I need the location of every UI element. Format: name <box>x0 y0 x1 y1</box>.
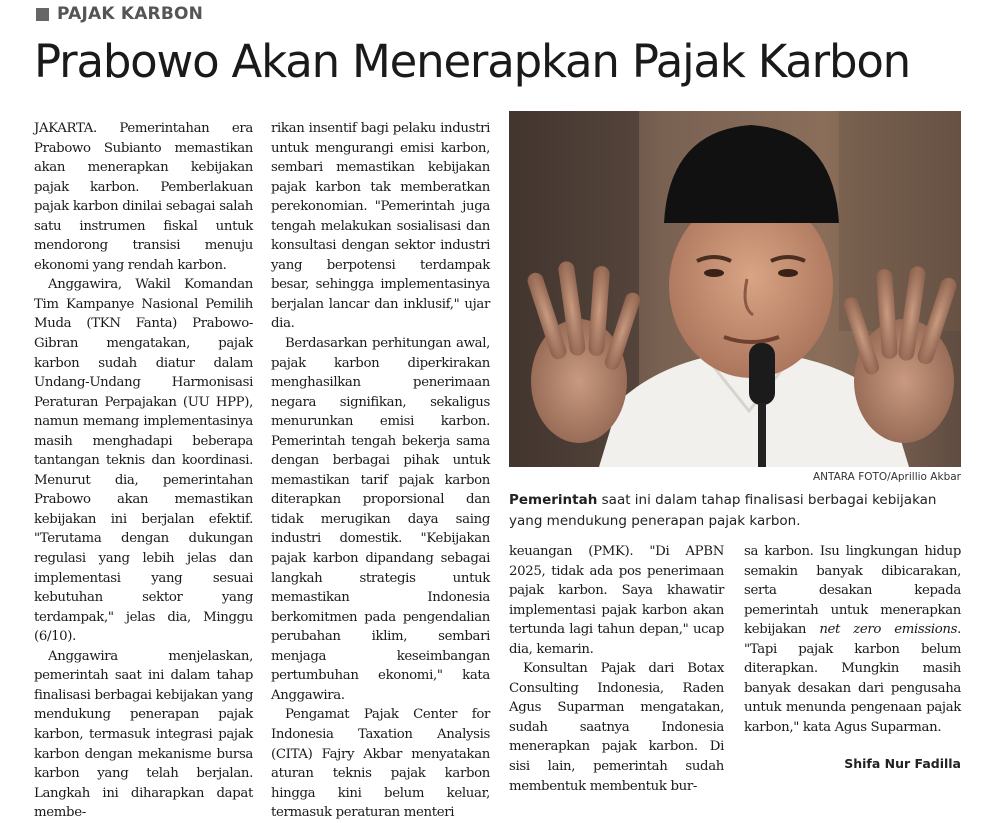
section-rubric <box>36 4 203 24</box>
article-column-1 <box>34 119 253 823</box>
paragraph-text: . "Tapi pajak karbon belum diterapkan. Mungkin masih banyak desakan dari pengusaha untuk menunda pengenaan pajak karbon," kata Agus Suparman. <box>744 622 961 735</box>
article-column-3 <box>509 542 724 796</box>
italic-term: net zero emissions <box>819 622 958 638</box>
paragraph: keuangan (PMK). "Di APBN 2025, tidak ada pos penerimaan pajak karbon. Saya khawatir implementasi pajak karbon akan tertunda lagi tahun depan," ucap dia, kemarin. <box>509 544 724 657</box>
paragraph-text: sa karbon. Isu lingkungan hidup semakin banyak dibicarakan, serta desakan kepada pemerintah untuk menerapkan kebijakan <box>744 544 961 638</box>
article-photo <box>509 111 961 467</box>
article-column-2 <box>271 119 490 823</box>
article-column-4 <box>744 542 961 737</box>
rubric-label: PAJAK KARBON <box>57 4 204 24</box>
photo-credit: ANTARA FOTO/Aprillio Akbar <box>812 471 961 483</box>
article-headline: Prabowo Akan Menerapkan Pajak Karbon <box>34 35 910 88</box>
rubric-square-icon <box>36 8 49 21</box>
paragraph: JAKARTA. Pemerintahan era Prabowo Subianto memastikan akan menerapkan kebijakan pajak karbon. Pemberlakuan pajak karbon dinilai sebagai salah satu instrumen fiskal untuk mendorong transisi menuju ekonomi yang rendah karbon. <box>34 121 253 273</box>
paragraph <box>744 542 961 737</box>
caption-lead: Pemerintah <box>509 492 598 508</box>
paragraph: Pengamat Pajak Center for Indonesia Taxation Analysis (CITA) Fajry Akbar menyatakan aturan teknis pajak karbon hingga kini belum keluar, termasuk peraturan menteri <box>271 707 490 821</box>
speaker-portrait-image <box>509 111 961 467</box>
paragraph: Konsultan Pajak dari Botax Consulting Indonesia, Raden Agus Suparman mengatakan, sudah saatnya Indonesia menerapkan pajak karbon. Di sisi lain, pemerintah sudah membentuk membentuk bur- <box>509 661 724 794</box>
paragraph: rikan insentif bagi pelaku industri untuk mengurangi emisi karbon, sembari memastikan kebijakan pajak karbon tak memberatkan perekonomian. "Pemerintah juga tengah melakukan sosialisasi dan konsultasi dengan sektor industri yang berpotensi terdampak besar, sehingga implementasinya berjalan lancar dan inklusif," ujar dia. <box>271 121 490 332</box>
paragraph: Berdasarkan perhitungan awal, pajak karbon diperkirakan menghasilkan penerimaan negara signifikan, sekaligus menurunkan emisi karbon. Pemerintah tengah bekerja sama dengan berbagai pihak untuk memastikan tarif pajak karbon diterapkan proporsional dan tidak merugikan daya saing industri domestik. "Kebijakan pajak karbon dipandang sebagai langkah strategis untuk memastikan Indonesia berkomitmen pada pengendalian perubahan iklim, sembari menjaga keseimbangan pertumbuhan ekonomi," kata Anggawira. <box>271 336 490 703</box>
author-byline: Shifa Nur Fadilla <box>844 756 961 771</box>
paragraph: Anggawira menjelaskan, pemerintah saat ini dalam tahap finalisasi berbagai kebijakan yang mendukung penerapan pajak karbon, termasuk integrasi pajak karbon dengan mekanisme bursa karbon yang telah berjalan. Langkah ini diharapkan dapat membe- <box>34 648 253 821</box>
photo-caption <box>509 490 961 532</box>
caption-text: saat ini dalam tahap finalisasi berbagai kebijakan yang mendukung penerapan pajak karbon. <box>509 492 937 529</box>
paragraph: Anggawira, Wakil Komandan Tim Kampanye Nasional Pemilih Muda (TKN Fanta) Prabowo-Gibran mengatakan, pajak karbon sudah diatur dalam Undang-Undang Harmonisasi Peraturan Perpajakan (UU HPP), namun memang implementasinya masih menghadapi beberapa tantangan teknis dan koordinasi. Menurut dia, pemerintahan Prabowo akan memastikan kebijakan ini berjalan efektif. "Terutama dengan dukungan regulasi yang lebih jelas dan implementasi yang sesuai kebutuhan sektor yang terdampak," jelas dia, Minggu (6/10). <box>34 277 253 645</box>
